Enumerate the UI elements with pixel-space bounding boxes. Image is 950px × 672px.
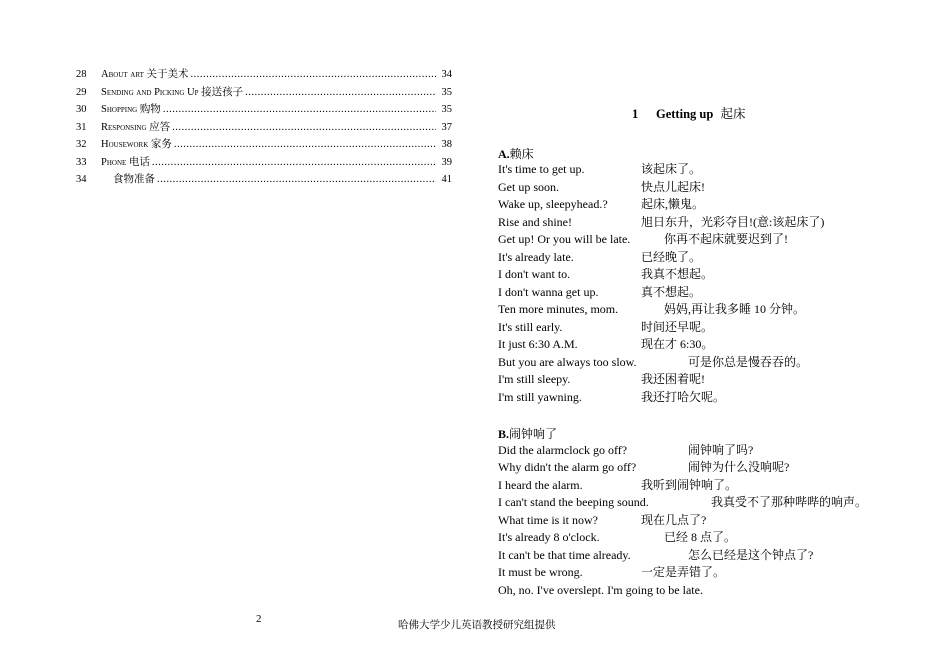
toc-number: 34 bbox=[76, 174, 87, 185]
toc-entry[interactable] bbox=[76, 84, 452, 102]
toc-title: Responsing 应答 bbox=[101, 121, 171, 133]
toc-leader-dots bbox=[190, 69, 436, 80]
toc-number: 32 bbox=[76, 139, 87, 150]
toc-entry[interactable] bbox=[76, 136, 452, 154]
toc-page-number: 35 bbox=[441, 86, 452, 98]
toc-page-number: 38 bbox=[441, 139, 452, 150]
toc-number: 31 bbox=[76, 121, 87, 133]
toc-number: 33 bbox=[76, 156, 87, 168]
toc-page-number: 34 bbox=[441, 69, 452, 80]
toc-entry[interactable] bbox=[76, 154, 452, 172]
toc-entry[interactable] bbox=[76, 171, 452, 189]
toc-page-number: 39 bbox=[441, 156, 452, 168]
toc-page-number: 37 bbox=[441, 121, 452, 133]
toc-leader-dots bbox=[152, 157, 436, 168]
section-a-heading: A.赖床 bbox=[498, 147, 534, 161]
toc-title: Phone 电话 bbox=[101, 156, 150, 168]
toc-leader-dots bbox=[163, 104, 436, 115]
toc-title: Shopping 购物 bbox=[101, 104, 161, 115]
footer-credit: 哈佛大学少儿英语教授研究组提供 bbox=[398, 620, 556, 631]
toc-title: Sending and Picking Up 接送孩子 bbox=[101, 86, 244, 98]
toc-title: Housework 家务 bbox=[101, 139, 172, 150]
chapter-title-cn: 起床 bbox=[720, 107, 746, 121]
table-of-contents bbox=[76, 66, 452, 189]
toc-entry[interactable] bbox=[76, 119, 452, 137]
toc-page-number: 41 bbox=[441, 174, 452, 185]
toc-leader-dots bbox=[157, 174, 436, 185]
toc-leader-dots bbox=[245, 87, 436, 98]
toc-entry[interactable] bbox=[76, 101, 452, 119]
toc-leader-dots bbox=[174, 139, 436, 150]
chapter-title-en: Getting up bbox=[656, 107, 714, 121]
toc-entry[interactable] bbox=[76, 66, 452, 84]
toc-number: 30 bbox=[76, 104, 87, 115]
toc-title: About art 关于美术 bbox=[101, 69, 189, 80]
toc-title: 食物准备 bbox=[113, 174, 155, 185]
toc-page-number: 35 bbox=[441, 104, 452, 115]
page-number: 2 bbox=[256, 613, 262, 625]
section-b-heading: B.闹钟响了 bbox=[498, 427, 558, 441]
toc-number: 29 bbox=[76, 86, 87, 98]
toc-number: 28 bbox=[76, 69, 87, 80]
chapter-title bbox=[632, 104, 745, 122]
toc-leader-dots bbox=[172, 122, 436, 133]
chapter-number: 1 bbox=[632, 107, 639, 121]
